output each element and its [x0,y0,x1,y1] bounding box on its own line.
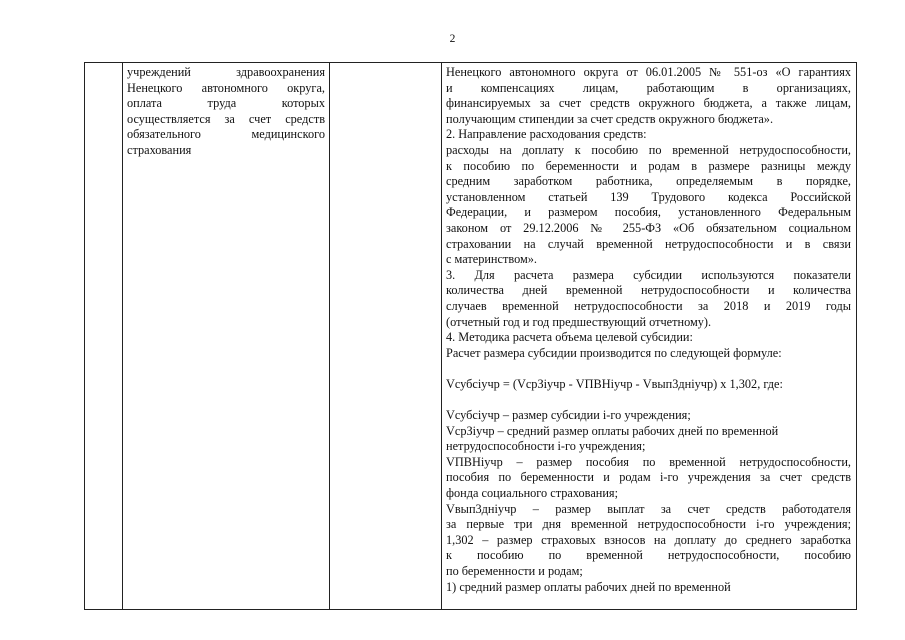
content-line: финансируемых за счет средств окружного бюджета, а также лицам, [446,96,851,111]
content-line: расходы на доплату к пособию по временной нетрудоспособности, [446,142,851,157]
content-line: Vсубсiучр = (VсрЗiучр - VПВНiучр - Vвып3днiучр) x 1,302, где: [446,376,783,391]
content-line: с материнством». [446,252,537,267]
content-line: нетрудоспособности i-го учреждения; [446,439,646,454]
description-cell [123,63,330,610]
content-line: к пособию по беременности и родам в размере разницы между [446,158,851,173]
content-line: страховании на случай временной нетрудоспособности и в связи [446,236,851,251]
description-line: учреждений здравоохранения [127,65,325,79]
empty-cell [330,63,442,610]
content-line: Расчет размера субсидии производится по следующей формуле: [446,345,782,360]
content-line: Vвып3днiучр – размер выплат за счет средств работодателя [446,501,851,516]
content-line: средним заработком работника, определяемым в порядке, [446,174,851,189]
content-line: количества дней временной нетрудоспособности и количества [446,283,851,298]
content-line: 1) средний размер оплаты рабочих дней по временной [446,579,731,594]
content-line: VсрЗiучр – средний размер оплаты рабочих дней по временной [446,423,779,438]
table-row [85,63,857,610]
content-line: пособия по беременности и родам i-го учреждения за счет средств [446,470,851,485]
content-line: за первые три дня временной нетрудоспособности i-го учреждения; [446,517,851,532]
content-line: Ненецкого автономного округа от 06.01.2005 № 551-оз «О гарантиях [446,65,851,79]
content-line: законом от 29.12.2006 № 255-ФЗ «Об обязательном социальном [446,220,851,235]
content-line: 2. Направление расходования средств: [446,127,647,142]
content-line: получающим стипендии за счет средств окружного бюджета». [446,111,774,126]
content-line: случаев временной нетрудоспособности за 2018 и 2019 годы [446,298,851,313]
description-text [123,63,329,159]
content-line: VПВНiучр – размер пособия по временной нетрудоспособности, [446,454,851,469]
row-number-cell [85,63,123,610]
content-line: 3. Для расчета размера субсидии используются показатели [446,267,851,282]
content-line: 1,302 – размер страховых взносов на доплату до среднего заработка [446,532,851,547]
content-line: по беременности и родам; [446,564,583,578]
description-line: оплата труда которых [127,96,325,111]
content-line: 4. Методика расчета объема целевой субсидии: [446,330,693,345]
description-line: обязательного медицинского [127,127,325,142]
content-cell [442,63,857,610]
content-line: Vсубсiучр – размер субсидии i-го учреждения; [446,408,691,423]
page-number: 2 [449,33,456,45]
content-line: (отчетный год и год предшествующий отчетному). [446,314,712,329]
content-line: фонда социального страхования; [446,486,619,501]
content-text [442,63,856,595]
content-line: установленном статьей 139 Трудового кодекса Российской [446,189,851,204]
description-line: Ненецкого автономного округа, [127,80,325,95]
content-line: и компенсациях лицам, работающим в организациях, [446,80,851,95]
document-table [84,62,857,610]
description-line: страхования [127,142,192,157]
content-line: к пособию по временной нетрудоспособности, пособию [446,548,851,563]
description-line: осуществляется за счет средств [127,111,325,126]
content-line: Федерации, и размером пособия, установленного Федеральным [446,205,851,220]
